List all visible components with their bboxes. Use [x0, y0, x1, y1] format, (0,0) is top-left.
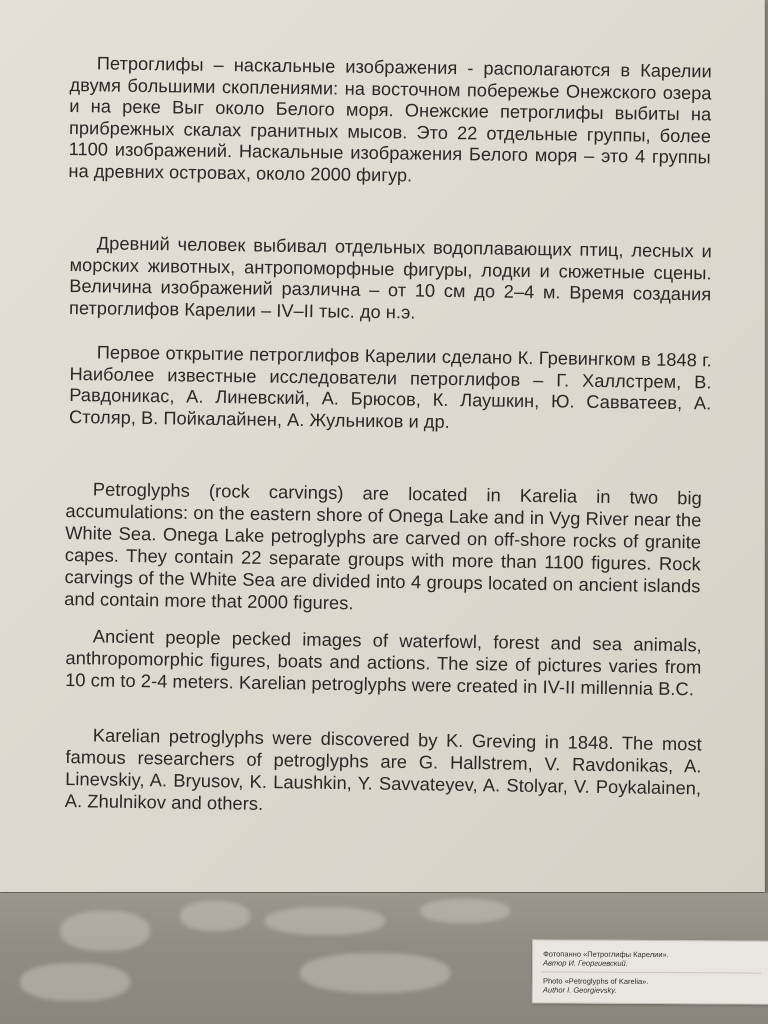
wall-relief-shape — [265, 907, 385, 935]
caption-en-title: Photo «Petroglyphs of Karelia». — [542, 976, 649, 986]
wall-relief-shape — [20, 963, 130, 1001]
caption-ru-author: Автор И. Георгиевский. — [543, 958, 628, 968]
caption-divider — [541, 971, 761, 973]
wall-relief-shape — [300, 953, 450, 993]
photo-caption-label — [532, 939, 768, 1004]
english-paragraph-1: Petroglyphs (rock carvings) are located in Karelia in two big accumulations: on the eastern shore of Onega Lake and in Vyg River near the White Sea. Onega Lake petroglyphs are carved on off-shore rocks of granite capes. They contain 22 separate groups with more than 1100 figures. Rock carvings of the White Sea are divided into 4 groups located on ancient islands and contain more that 2000 figures. — [64, 478, 702, 613]
wall-relief-shape — [420, 899, 510, 923]
wall-relief-shape — [60, 911, 150, 951]
caption-ru-title: Фотопанно «Петроглифы Карелии». — [543, 949, 669, 960]
caption-en-author: Author I. Georgievsky. — [542, 985, 617, 995]
russian-paragraph-3: Первое открытие петроглифов Карелии сделано К. Гревингком в 1848 г. Наиболее известные исследователи петроглифов – Г. Халлстрем, В. Равдоникас, А. Линевский, А. Брюсов, К. Лаушкин, Ю. Савватеев, А. Столяр, В. Пойкалайнен, А. Жульников и др. — [68, 342, 712, 432]
wall-relief-shape — [180, 901, 250, 931]
russian-paragraph-1: Петроглифы – наскальные изображения - располагаются в Карелии двумя большими скоплениями: на восточном побережье Онежского озера и на реке Выг около Белого моря. Онежские петроглифы выбиты на прибрежных скалах гранитных мысов. Это 22 отдельные группы, более 1100 изображений. Наскальные изображения Белого моря – это 4 группы на древних островах, около 2000 фигур. — [68, 53, 712, 186]
russian-paragraph-2: Древний человек выбивал отдельных водоплавающих птиц, лесных и морских животных, антропоморфные фигуры, лодки и сюжетные сцены. Величина изображений различна – от 10 см до 2–4 м. Время создания петроглифов Карелии – IV–II тыс. до н.э. — [68, 233, 712, 323]
english-paragraph-2: Ancient people pecked images of waterfowl, forest and sea animals, anthropomorphic figures, boats and actions. The size of pictures varies from 10 cm to 2-4 meters. Karelian petroglyphs were created in IV-II millennia B.C. — [65, 625, 702, 700]
english-paragraph-3: Karelian petroglyphs were discovered by K. Greving in 1848. The most famous researchers of petroglyphs are G. Hallstrem, V. Ravdonikas, A. Linevskiy, A. Bryusov, K. Laushkin, Y. Savvateyev, A. Stolyar, V. Poykalainen, A. Zhulnikov and others. — [64, 724, 702, 814]
